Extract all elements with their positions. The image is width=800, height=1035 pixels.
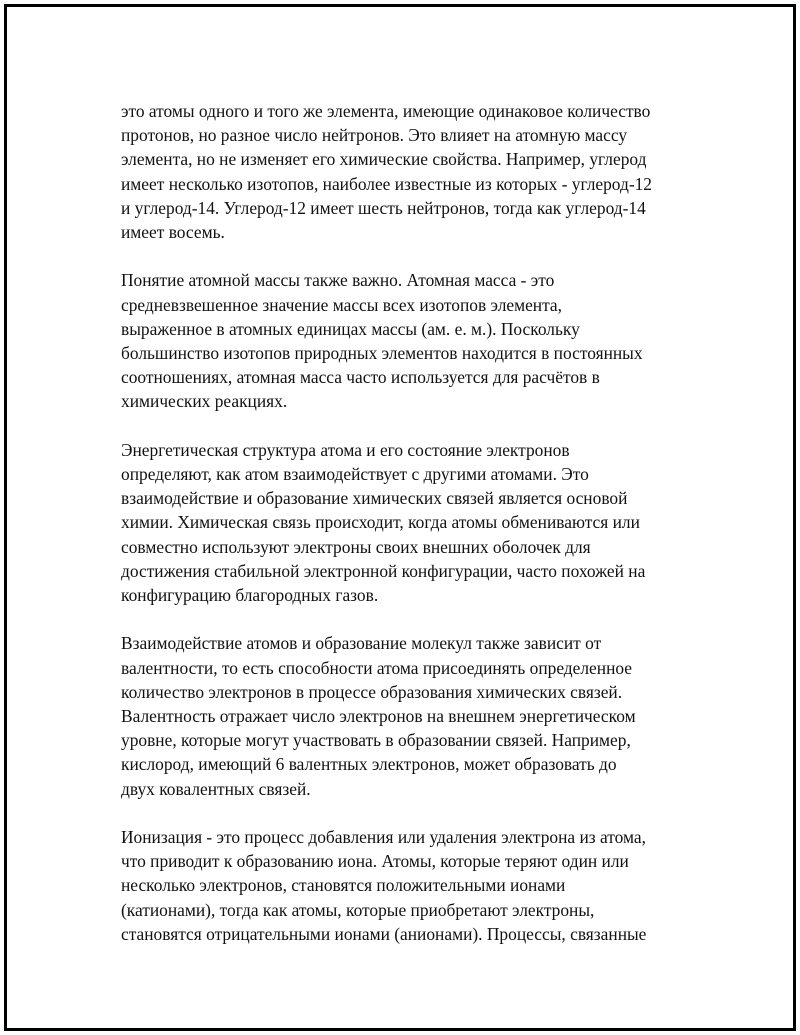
text-line: уровне, которые могут участвовать в образовании связей. Например, <box>121 730 631 751</box>
text-line: конфигурацию благородных газов. <box>121 585 379 606</box>
text-line: валентности, то есть способности атома присоединять определенное <box>121 657 633 678</box>
text-line: становятся отрицательными ионами (анионами). Процессы, связанные <box>121 923 647 944</box>
text-line: взаимодействие и образование химических связей является основой <box>121 488 628 509</box>
document-body <box>121 99 701 970</box>
paragraph-ionization <box>121 825 701 946</box>
text-line: это атомы одного и того же элемента, имеющие одинаковое количество <box>121 101 651 121</box>
text-line: химических реакциях. <box>121 391 288 412</box>
text-line: Валентность отражает число электронов на внешнем энергетическом <box>121 706 636 727</box>
text-line: двух ковалентных связей. <box>121 778 311 799</box>
text-line: несколько электронов, становятся положительными ионами <box>121 875 566 896</box>
text-line: средневзвешенное значение массы всех изотопов элемента, <box>121 294 562 315</box>
text-line: Ионизация - это процесс добавления или удаления электрона из атома, <box>121 827 646 848</box>
text-line: Энергетическая структура атома и его состояние электронов <box>121 439 570 460</box>
text-line: имеет несколько изотопов, наиболее известные из которых - углерод-12 <box>121 173 653 194</box>
text-line: кислород, имеющий 6 валентных электронов, может образовать до <box>121 754 617 775</box>
text-line: совместно используют электроны своих внешних оболочек для <box>121 536 591 557</box>
paragraph-valence <box>121 631 701 800</box>
text-line: соотношениях, атомная масса часто используется для расчётов в <box>121 367 600 388</box>
text-line: химии. Химическая связь происходит, когда атомы обмениваются или <box>121 512 640 533</box>
text-line: имеет восемь. <box>121 222 225 243</box>
text-line: и углерод-14. Углерод-12 имеет шесть нейтронов, тогда как углерод-14 <box>121 197 646 218</box>
text-line: что приводит к образованию иона. Атомы, которые теряют один или <box>121 851 629 872</box>
paragraph-energy-structure <box>121 438 701 607</box>
text-line: Взаимодействие атомов и образование молекул также зависит от <box>121 633 602 654</box>
paragraph-atomic-mass <box>121 268 701 413</box>
text-line: (катионами), тогда как атомы, которые приобретают электроны, <box>121 899 595 920</box>
text-line: Понятие атомной массы также важно. Атомная масса - это <box>121 270 555 291</box>
text-line: элемента, но не изменяет его химические свойства. Например, углерод <box>121 149 647 170</box>
text-line: определяют, как атом взаимодействует с другими атомами. Это <box>121 464 589 485</box>
paragraph-isotopes <box>121 99 701 244</box>
text-line: протонов, но разное число нейтронов. Это влияет на атомную массу <box>121 125 628 146</box>
page-frame <box>4 4 796 1031</box>
text-line: выраженное в атомных единицах массы (ам. е. м.). Поскольку <box>121 318 580 339</box>
text-line: большинство изотопов природных элементов находится в постоянных <box>121 343 643 364</box>
text-line: количество электронов в процессе образования химических связей. <box>121 681 623 702</box>
text-line: достижения стабильной электронной конфигурации, часто похожей на <box>121 560 646 581</box>
